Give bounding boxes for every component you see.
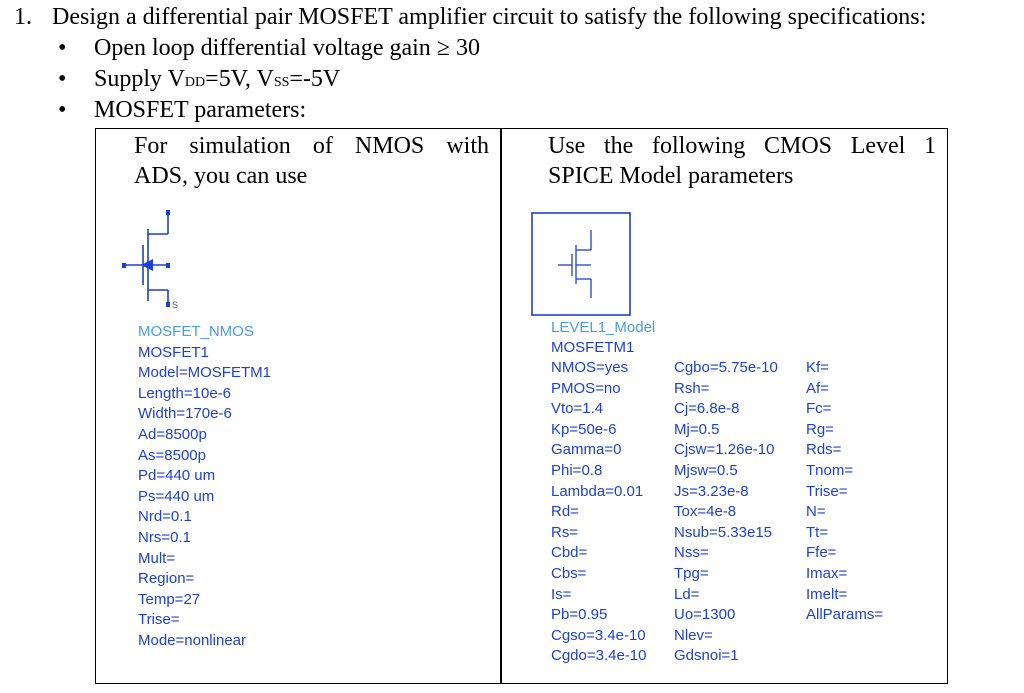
bullet-text: Open loop differential voltage gain ≥ 30: [94, 35, 480, 61]
left-intro: [134, 131, 489, 191]
param: PMOS=no: [551, 379, 621, 397]
spec-bullet-gain: [58, 35, 480, 62]
param: Phi=0.8: [551, 461, 603, 479]
model-symbol-icon: [531, 212, 631, 317]
param: Ffe=: [806, 544, 837, 562]
param: Cgbo=5.75e-10: [674, 359, 778, 376]
param: Nss=: [674, 544, 709, 562]
mosfet-nmos-params: [138, 322, 271, 652]
param: Fc=: [806, 400, 832, 418]
param: Mult=: [138, 549, 176, 567]
param: Rd=: [551, 503, 579, 521]
model-params-col2: [674, 358, 778, 667]
param: Mode=nonlinear: [138, 631, 246, 649]
param: Temp=27: [138, 590, 201, 608]
left-intro-line1: For simulation of NMOS with: [134, 133, 489, 159]
question-heading: [14, 4, 926, 31]
param: Rds=: [806, 441, 842, 459]
param: Kp=50e-6: [551, 420, 617, 438]
bullet-dot: •: [58, 97, 67, 123]
bullet-text: MOSFET parameters:: [94, 97, 307, 123]
param: Rg=: [806, 420, 834, 438]
mosfet-nmos-title: MOSFET_NMOS: [138, 323, 254, 340]
bullet-dot: •: [58, 35, 67, 61]
param: AllParams=: [806, 606, 884, 624]
supply-mid: =5V, V: [205, 66, 274, 92]
param: MOSFET1: [138, 343, 209, 361]
param: Tnom=: [806, 461, 854, 479]
param: Imax=: [806, 564, 848, 582]
param: Imelt=: [806, 585, 848, 603]
param: Nlev=: [674, 626, 713, 644]
level1-model-title: LEVEL1_Model: [551, 319, 656, 336]
right-intro-line1: Use the following CMOS Level 1: [548, 133, 936, 159]
model-params-col1: [551, 358, 647, 667]
source-label: S: [172, 300, 179, 310]
param: Cbd=: [551, 544, 588, 562]
question-text: Design a differential pair MOSFET amplifier circuit to satisfy the following specifications:: [52, 4, 927, 30]
question-number: 1.: [14, 4, 32, 30]
table-divider: [500, 128, 502, 684]
param: Trise=: [806, 482, 848, 500]
spec-bullet-mosfet: [58, 97, 306, 124]
param: Pb=0.95: [551, 606, 608, 624]
param: Kf=: [806, 359, 829, 376]
right-intro: [548, 131, 936, 191]
param: Mj=0.5: [674, 420, 720, 438]
level1-model-name: MOSFETM1: [551, 339, 635, 356]
param: Gdsnoi=1: [674, 647, 739, 665]
supply-post: =-5V: [289, 66, 341, 92]
right-intro-line2: SPICE Model parameters: [548, 163, 794, 189]
spec-bullet-supply: [58, 66, 340, 93]
param: Af=: [806, 379, 829, 397]
param: As=8500p: [138, 446, 206, 464]
left-intro-line2: ADS, you can use: [134, 163, 308, 189]
param: Nsub=5.33e15: [674, 523, 772, 541]
param: Width=170e-6: [138, 405, 232, 423]
param: Cjsw=1.26e-10: [674, 441, 775, 459]
param: Is=: [551, 585, 572, 603]
param: Tt=: [806, 523, 829, 541]
param: Gamma=0: [551, 441, 622, 459]
param: Tpg=: [674, 564, 709, 582]
param: Nrs=0.1: [138, 528, 191, 546]
param: NMOS=yes: [551, 359, 629, 376]
param: Rs=: [551, 523, 579, 541]
param: N=: [806, 503, 826, 521]
param: Pd=440 um: [138, 467, 216, 485]
param: Region=: [138, 570, 195, 588]
supply-pre: Supply V: [94, 66, 185, 92]
param: Cgso=3.4e-10: [551, 626, 646, 644]
param: Uo=1300: [674, 606, 736, 624]
param: Tox=4e-8: [674, 503, 737, 521]
supply-sub-dd: DD: [184, 75, 206, 90]
param: Model=MOSFETM1: [138, 364, 271, 382]
param: Ps=440 um: [138, 487, 215, 505]
param: Cj=6.8e-8: [674, 400, 740, 418]
param: Nrd=0.1: [138, 508, 192, 526]
param: Rsh=: [674, 379, 710, 397]
supply-sub-ss: SS: [273, 75, 290, 90]
param: Lambda=0.01: [551, 482, 644, 500]
param: Vto=1.4: [551, 400, 604, 418]
nmos-symbol-icon: [110, 205, 190, 315]
param: Trise=: [138, 611, 180, 629]
param: Length=10e-6: [138, 384, 232, 402]
param: Ld=: [674, 585, 700, 603]
param: Cgdo=3.4e-10: [551, 647, 647, 665]
model-params-col3: [806, 358, 883, 626]
param: Ad=8500p: [138, 425, 207, 443]
bullet-dot: •: [58, 66, 67, 92]
param: Cbs=: [551, 564, 587, 582]
param: Mjsw=0.5: [674, 461, 738, 479]
param: Js=3.23e-8: [674, 482, 749, 500]
